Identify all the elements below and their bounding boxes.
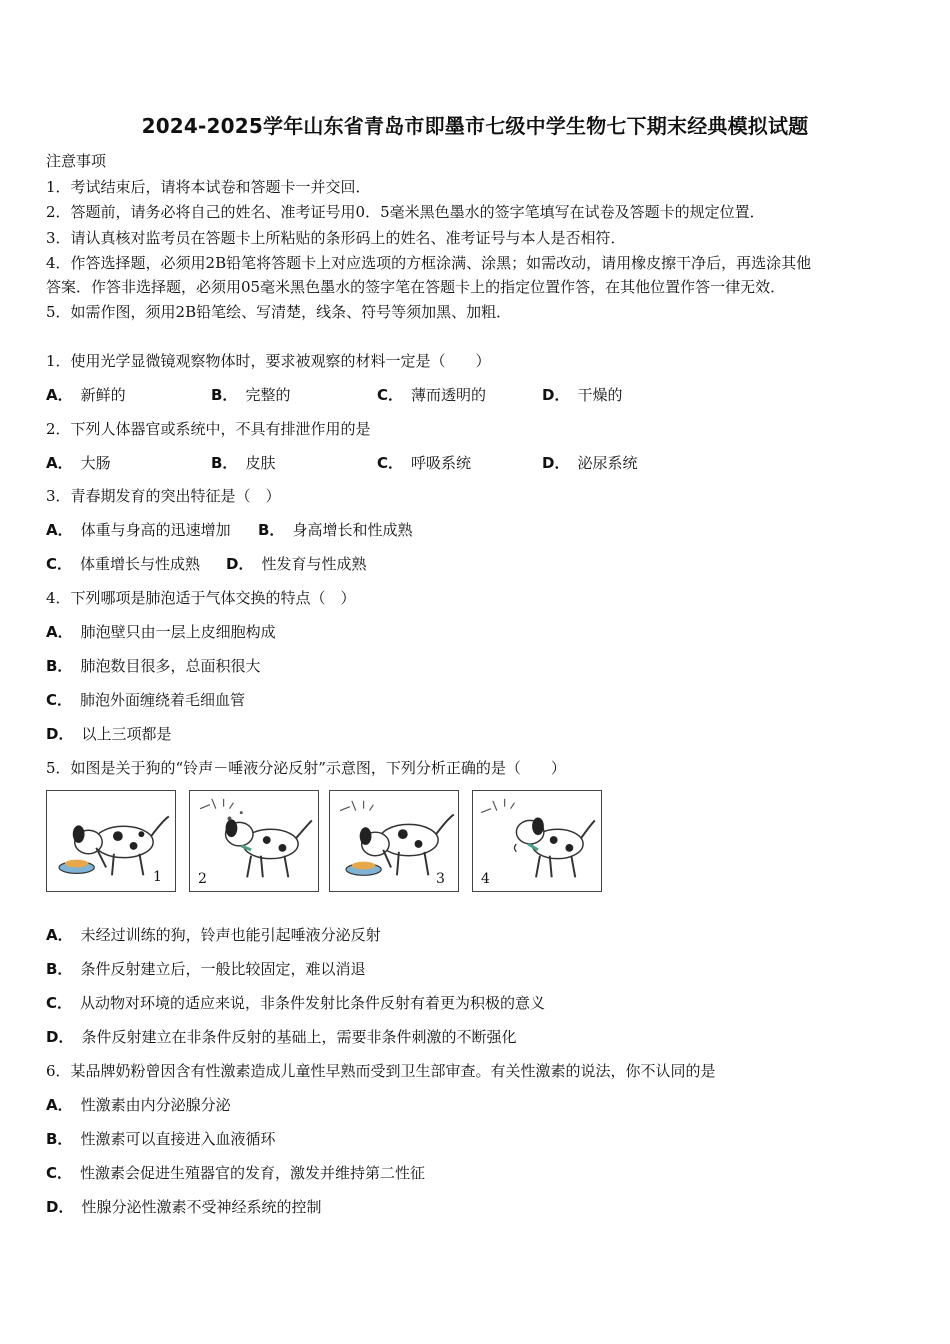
question-4-option-d	[46, 724, 171, 744]
option-text: 大肠	[80, 454, 111, 472]
notice-item-2: 2．答题前，请务必将自己的姓名、准考证号用0．5毫米黑色墨水的签字笔填写在试卷及答题卡的规定位置．	[46, 203, 765, 221]
option-text: 肺泡数目很多，总面积很大	[80, 657, 261, 675]
option-label: B．	[46, 960, 73, 978]
figure-panel-3	[329, 790, 459, 892]
notice-item-4: 4．作答选择题，必须用2B铅笔将答题卡上对应选项的方框涂满、涂黑；如需改动，请用橡皮擦干净后，再选涂其他	[46, 254, 812, 272]
option-text: 呼吸系统	[411, 454, 472, 472]
option-text: 体重与身高的迅速增加	[80, 521, 231, 539]
option-label: D．	[542, 386, 570, 404]
option-text: 薄而透明的	[411, 386, 487, 404]
question-3-option-a	[46, 520, 231, 540]
notice-item-5: 5．如需作图，须用2B铅笔绘、写清楚，线条、符号等须加黑、加粗．	[46, 303, 512, 321]
option-text: 性发育与性成熟	[261, 555, 367, 573]
notice-item-1: 1．考试结束后，请将本试卷和答题卡一并交回．	[46, 178, 371, 196]
option-label: D．	[46, 1198, 74, 1216]
figure-label-1: 1	[153, 869, 162, 885]
option-text: 泌尿系统	[577, 454, 638, 472]
option-label: D．	[46, 1028, 74, 1046]
option-label: A．	[46, 386, 73, 404]
question-4-option-b	[46, 656, 260, 676]
question-5-option-b	[46, 959, 365, 979]
question-5-option-a	[46, 925, 381, 945]
option-label: C．	[46, 691, 73, 709]
question-5-option-c	[46, 993, 545, 1013]
figure-label-4: 4	[481, 871, 490, 887]
option-text: 条件反射建立后，一般比较固定，难以消退	[80, 960, 366, 978]
option-text: 性激素可以直接进入血液循环	[80, 1130, 276, 1148]
question-6-option-a	[46, 1095, 231, 1115]
question-6-option-b	[46, 1129, 275, 1149]
option-label: B．	[211, 454, 238, 472]
option-label: B．	[46, 1130, 73, 1148]
option-text: 性激素会促进生殖器官的发育，激发并维持第二性征	[80, 1164, 426, 1182]
option-text: 肺泡壁只由一层上皮细胞构成	[80, 623, 276, 641]
notice-item-4-cont: 答案．作答非选择题，必须用05毫米黑色墨水的签字笔在答题卡上的指定位置作答，在其他位置作答一律无效．	[46, 278, 786, 296]
dog-hearing-bell-illustration	[190, 791, 318, 891]
question-4-stem: 4．下列哪项是肺泡适于气体交换的特点（ ）	[46, 589, 356, 607]
question-3-option-c	[46, 554, 200, 574]
option-label: B．	[258, 521, 285, 539]
question-1-option-d	[542, 385, 622, 405]
option-label: D．	[226, 555, 254, 573]
option-label: D．	[542, 454, 570, 472]
option-label: C．	[377, 454, 404, 472]
question-1-option-c	[377, 385, 486, 405]
question-5-stem: 5．如图是关于狗的“铃声－唾液分泌反射”示意图，下列分析正确的是（ ）	[46, 759, 566, 777]
option-text: 条件反射建立在非条件反射的基础上，需要非条件刺激的不断强化	[81, 1028, 517, 1046]
option-text: 皮肤	[245, 454, 276, 472]
option-text: 以上三项都是	[81, 725, 172, 743]
option-text: 体重增长与性成熟	[80, 555, 201, 573]
figure-label-2: 2	[198, 871, 207, 887]
question-2-option-a	[46, 453, 111, 473]
question-3-option-b	[258, 520, 412, 540]
option-label: A．	[46, 521, 73, 539]
option-text: 性腺分泌性激素不受神经系统的控制	[81, 1198, 322, 1216]
question-6-option-c	[46, 1163, 425, 1183]
figure-panel-4	[472, 790, 602, 892]
option-label: A．	[46, 1096, 73, 1114]
dog-salivating-illustration	[473, 791, 601, 891]
question-6-option-d	[46, 1197, 321, 1217]
option-label: A．	[46, 926, 73, 944]
option-label: B．	[211, 386, 238, 404]
question-2-option-d	[542, 453, 637, 473]
option-label: C．	[377, 386, 404, 404]
option-label: D．	[46, 725, 74, 743]
page-title: 2024-2025学年山东省青岛市即墨市七级中学生物七下期末经典模拟试题	[141, 114, 809, 138]
option-label: C．	[46, 994, 73, 1012]
option-text: 从动物对环境的适应来说，非条件发射比条件反射有着更为积极的意义	[80, 994, 546, 1012]
question-3-stem: 3．青春期发育的突出特征是（ ）	[46, 487, 281, 505]
figure-panel-2	[189, 790, 319, 892]
figure-panel-1	[46, 790, 176, 892]
question-1-stem: 1．使用光学显微镜观察物体时，要求被观察的材料一定是（ ）	[46, 352, 491, 370]
option-text: 肺泡外面缠绕着毛细血管	[80, 691, 246, 709]
question-1-option-a	[46, 385, 126, 405]
option-text: 完整的	[245, 386, 291, 404]
question-2-stem: 2．下列人体器官或系统中，不具有排泄作用的是	[46, 420, 371, 438]
question-1-option-b	[211, 385, 290, 405]
question-6-stem: 6．某品牌奶粉曾因含有性激素造成儿童性早熟而受到卫生部审查。有关性激素的说法，你不认同的是	[46, 1062, 716, 1080]
option-label: C．	[46, 555, 73, 573]
option-text: 未经过训练的狗，铃声也能引起唾液分泌反射	[80, 926, 381, 944]
notice-item-3: 3．请认真核对监考员在答题卡上所粘贴的条形码上的姓名、准考证号与本人是否相符．	[46, 229, 626, 247]
figure-label-3: 3	[436, 871, 445, 887]
option-label: A．	[46, 623, 73, 641]
option-label: C．	[46, 1164, 73, 1182]
option-text: 性激素由内分泌腺分泌	[80, 1096, 231, 1114]
question-2-option-c	[377, 453, 471, 473]
option-text: 干燥的	[577, 386, 623, 404]
option-label: B．	[46, 657, 73, 675]
notice-heading: 注意事项	[46, 152, 107, 170]
question-3-option-d	[226, 554, 366, 574]
option-text: 身高增长和性成熟	[292, 521, 413, 539]
question-5-option-d	[46, 1027, 516, 1047]
option-text: 新鲜的	[80, 386, 126, 404]
question-2-option-b	[211, 453, 275, 473]
option-label: A．	[46, 454, 73, 472]
question-4-option-a	[46, 622, 276, 642]
question-4-option-c	[46, 690, 245, 710]
